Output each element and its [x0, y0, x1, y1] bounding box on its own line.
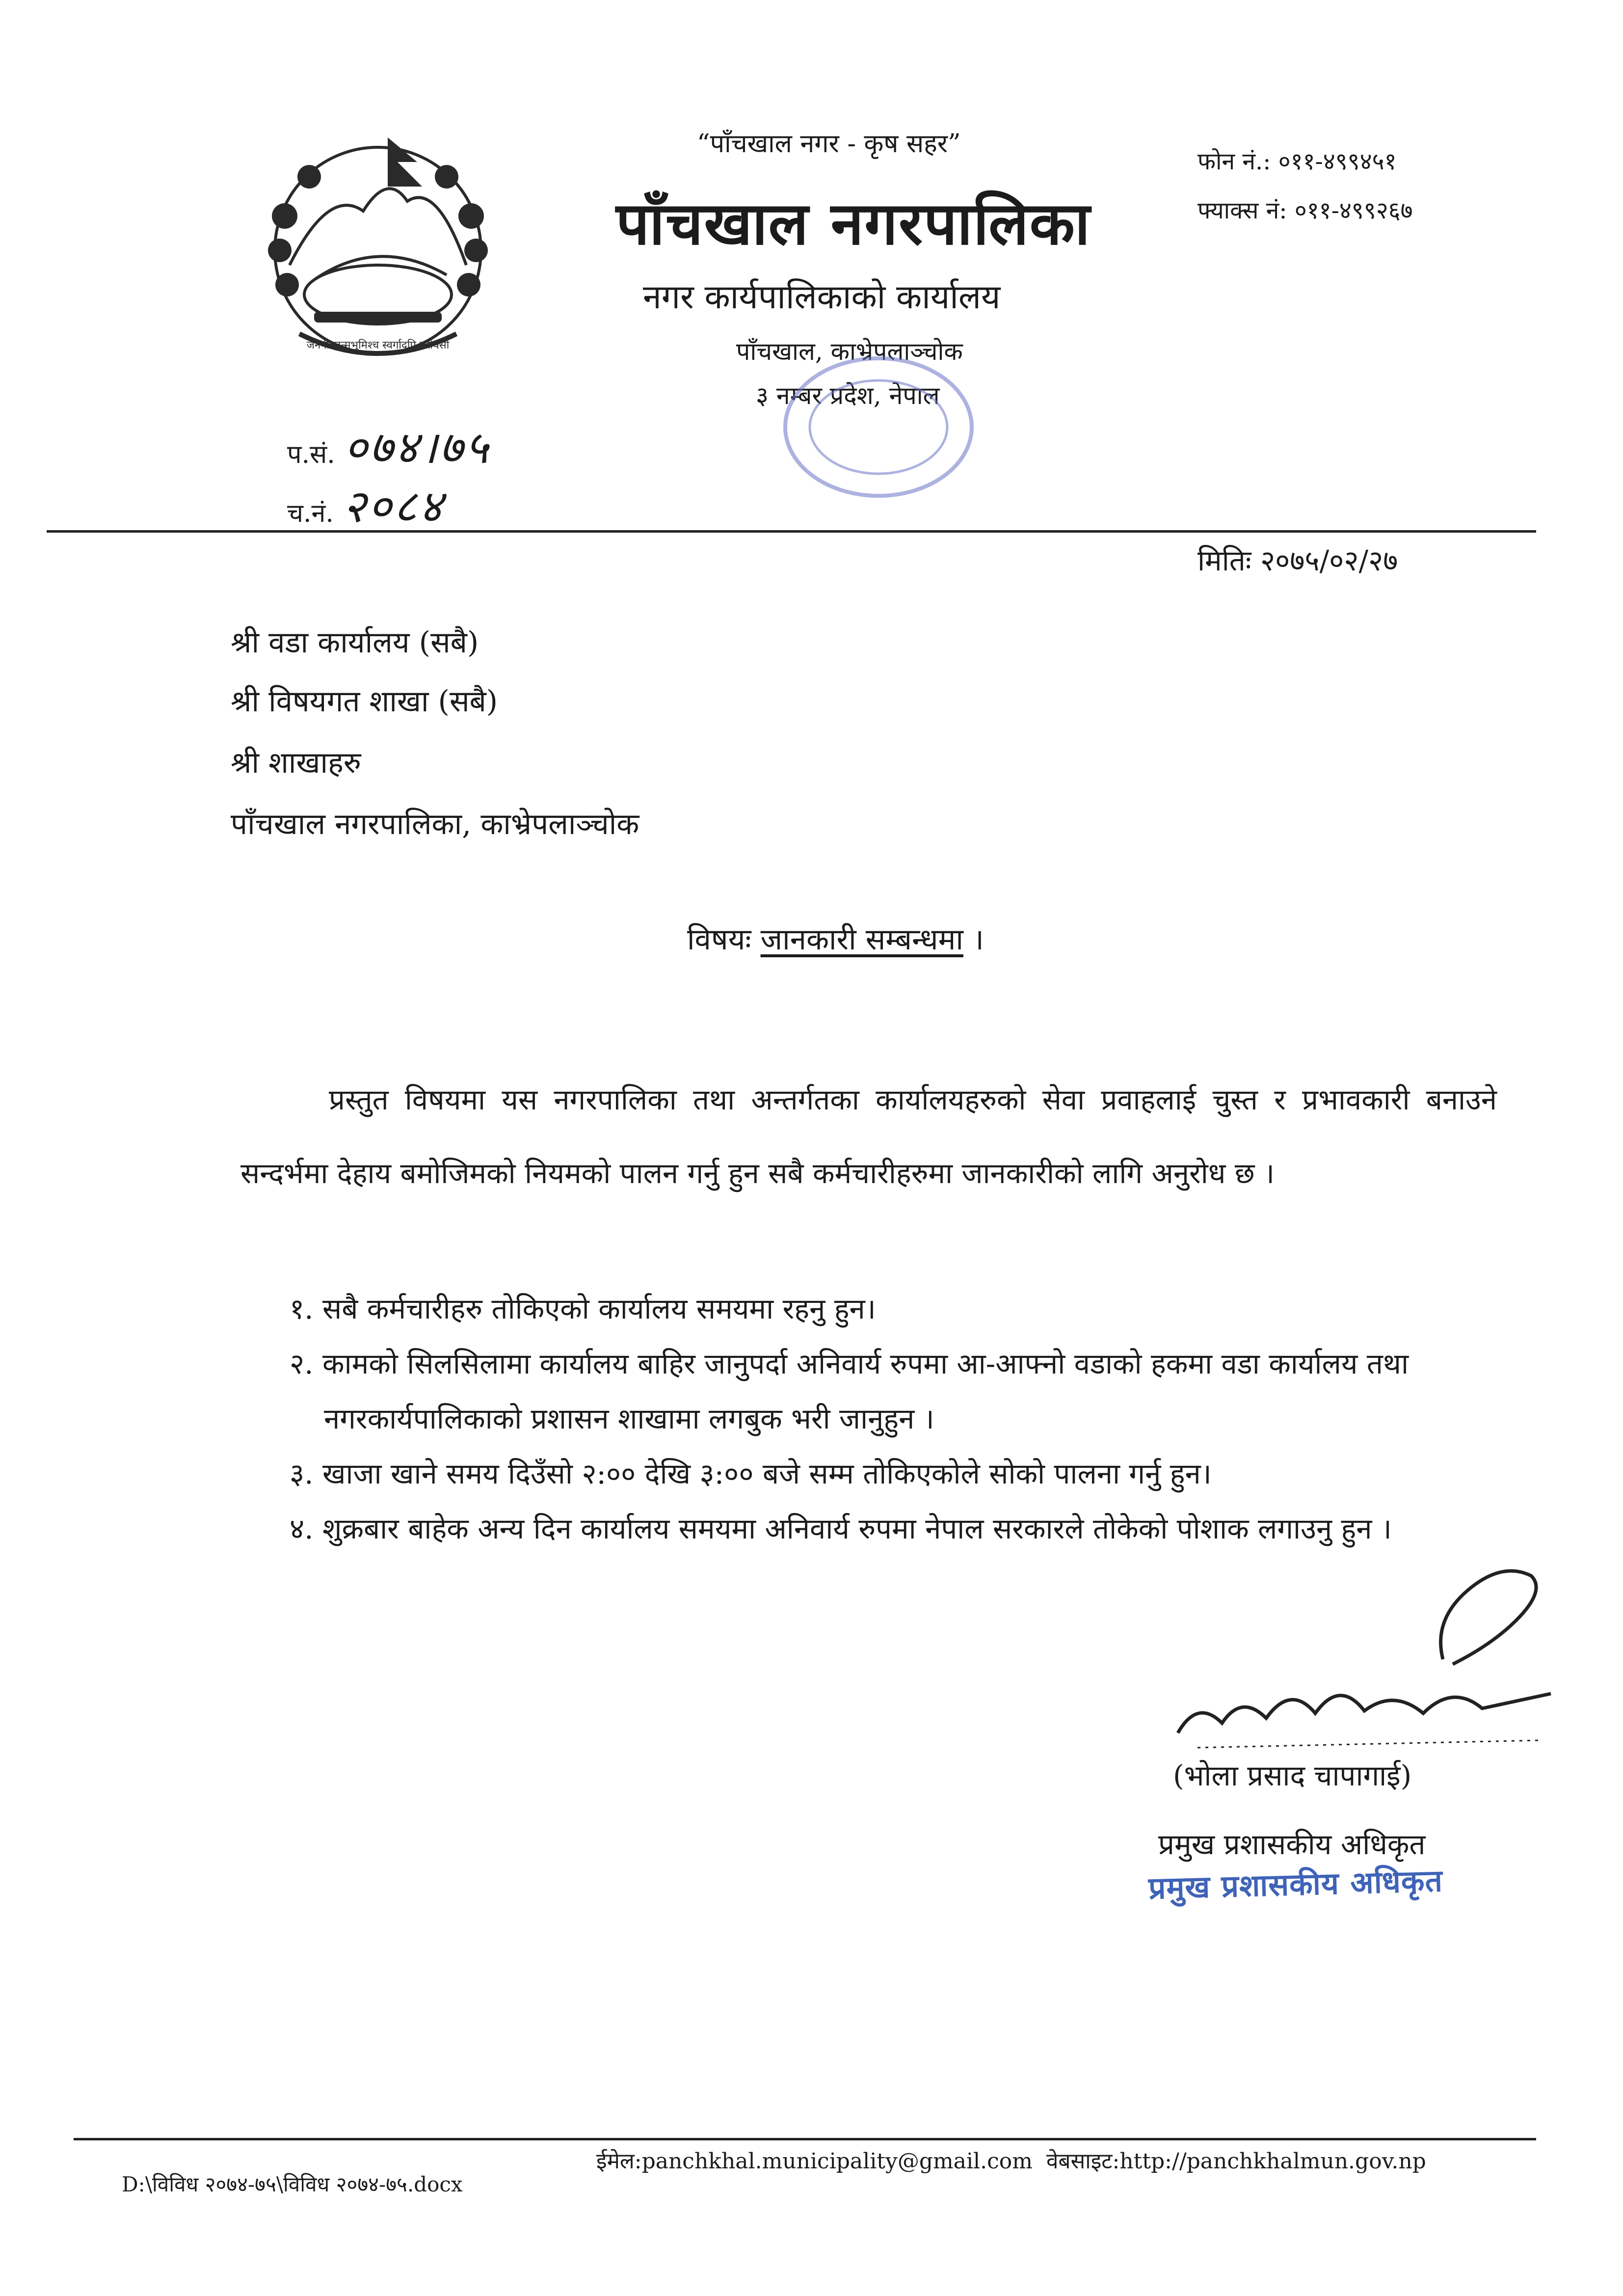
subject-text: जानकारी सम्बन्धमा [760, 922, 963, 957]
reference-cn [287, 474, 444, 535]
office-seal-stamp [775, 344, 982, 506]
rules-list [290, 1281, 1507, 1556]
list-item: १. सबै कर्मचारीहरु तोकिएको कार्यालय समयमा रहनु हुन। [290, 1292, 876, 1325]
address-line-2: ३ नम्बर प्रदेश, नेपाल [756, 381, 940, 410]
government-emblem-logo [240, 118, 515, 393]
list-item: २. कामको सिलसिलामा कार्यालय बाहिर जानुपर्दा अनिवार्य रुपमा आ-आफ्नो वडाको हकमा वडा कार्यालय तथा नगरकार्यपालिकाको प्रशासन शाखामा लगबुक भरी जानुहुन । [290, 1347, 1409, 1435]
address-line-1: पाँचखाल, काभ्रेपलाञ्चोक [736, 337, 963, 366]
signatory-name: (भोला प्रसाद चापागाई) [1173, 1759, 1412, 1792]
subject-label: विषयः [687, 922, 751, 957]
body-paragraph: प्रस्तुत विषयमा यस नगरपालिका तथा अन्तर्गतका कार्यालयहरुको सेवा प्रवाहलाई चुस्त र प्रभावकारी बनाउने सन्दर्भमा देहाय बमोजिमको नियमको पालन गर्नु हुन सबै कर्मचारीहरुमा जानकारीको लागि अनुरोध छ । [240, 1083, 1497, 1190]
recipient-line: श्री विषयगत शाखा (सबै) [231, 684, 498, 719]
list-item: ४. शुक्रबार बाहेक अन्य दिन कार्यालय समयमा अनिवार्य रुपमा नेपाल सरकारले तोकेको पोशाक लगाउनु हुन । [290, 1512, 1392, 1545]
cn-value: २०८४ [342, 480, 445, 533]
recipient-line: श्री शाखाहरु [231, 746, 361, 780]
signatory-stamp: प्रमुख प्रशासकीय अधिकृत [1148, 1863, 1443, 1906]
subject-line [687, 918, 984, 958]
reference-ps [287, 415, 490, 476]
letter-date: मितिः २०७५/०२/२७ [1197, 544, 1398, 577]
fax-number: फ्याक्स नं: ०११-४९९२६७ [1197, 197, 1413, 224]
organization-name: पाँचखाल नगरपालिका [616, 189, 1091, 258]
handwritten-signature [1168, 1664, 1561, 1757]
footer-website: वेबसाइट:http://panchkhalmun.gov.np [1046, 2149, 1426, 2174]
ps-value: ०७४।७५ [344, 421, 490, 474]
footer-email: ईमेल:panchkhal.municipality@gmail.com [596, 2149, 1033, 2174]
cn-label: च.नं. [287, 499, 334, 528]
list-item: ३. खाजा खाने समय दिउँसो २:०० देखि ३:०० बजे सम्म तोकिएकोले सोको पालना गर्नु हुन। [290, 1457, 1212, 1490]
phone-number: फोन नं.: ०११-४९९४५१ [1197, 148, 1397, 175]
emblem-motto: जननी जन्मभूमिश्च स्वर्गादपि गरीयसी [306, 339, 450, 351]
office-name: नगर कार्यपालिकाको कार्यालय [643, 278, 1001, 317]
subject-end: । [973, 922, 984, 957]
footer-contact [596, 2145, 1426, 2175]
file-path: D:\विविध २०७४-७५\विविध २०७४-७५.docx [122, 2172, 463, 2196]
footer-divider [74, 2138, 1536, 2140]
signatory-title: प्रमुख प्रशासकीय अधिकृत [1158, 1828, 1426, 1861]
recipient-line: पाँचखाल नगरपालिका, काभ्रेपलाञ्चोक [231, 807, 639, 841]
slogan: “पाँचखाल नगर - कृष सहर” [697, 129, 961, 159]
header-divider [47, 530, 1536, 533]
recipient-line: श्री वडा कार्यालय (सबै) [231, 625, 479, 660]
signature-flourish [1423, 1561, 1551, 1674]
ps-label: प.सं. [287, 440, 335, 469]
